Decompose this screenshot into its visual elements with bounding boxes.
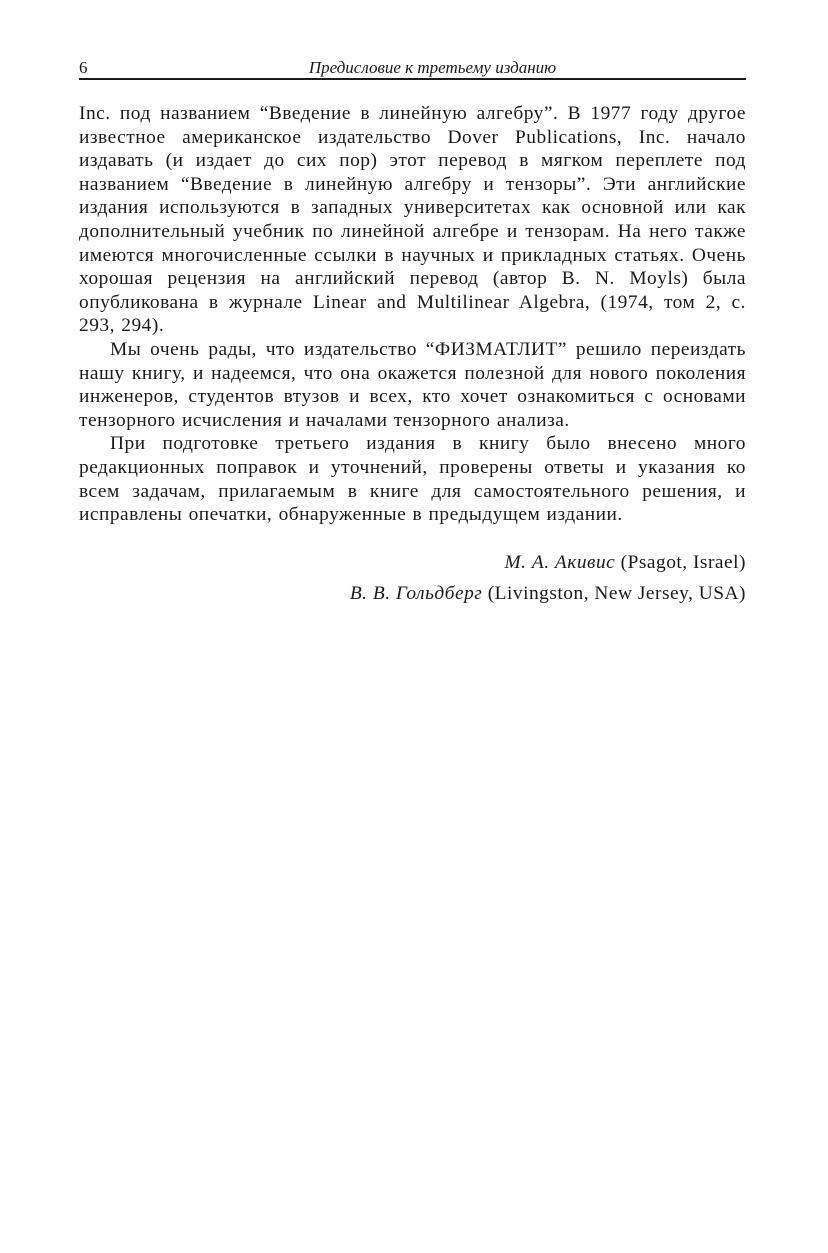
signatures [79,547,746,609]
body-text [79,102,746,527]
paragraph: Inc. под названием “Введение в линейную алгебру”. В 1977 году другое известное американское издательство Dover Publications, Inc. начало издавать (и издает до сих пор) этот перевод в мягком переплете под названием “Введение в линейную алгебру и тензоры”. Эти английские издания используются в западных университетах как основной или как дополнительный учебник по линейной алгебре и тензорам. На него также имеются многочисленные ссылки в научных и прикладных статьях. Очень хорошая рецензия на английский перевод (автор B. N. Moyls) была опубликована в журнале Linear and Multilinear Algebra, (1974, том 2, с. 293, 294). [79,103,746,337]
paragraph: При подготовке третьего издания в книгу было внесено много редакционных поправок и уточнений, проверены ответы и указания ко всем задачам, прилагаемым в книге для самостоятельного решения, и исправлены опечатки, обнаруженные в предыдущем издании. [79,433,746,526]
author-location: (Psagot, Israel) [620,552,746,573]
signature-line [79,547,746,578]
page-number: 6 [79,58,88,77]
signature-line [79,578,746,609]
paragraph: Мы очень рады, что издательство “ФИЗМАТЛИТ” решило переиздать нашу книгу, и надеемся, что она окажется полезной для нового поколения инженеров, студентов втузов и всех, кто хочет ознакомиться с основами тензорного исчисления и началами тензорного анализа. [79,338,746,431]
author-location: (Livingston, New Jersey, USA) [487,583,746,604]
page-header [79,56,746,80]
author-name: В. В. Гольдберг [349,583,483,604]
author-name: М. А. Акивис [504,552,616,573]
running-title: Предисловие к третьему изданию [308,58,557,77]
